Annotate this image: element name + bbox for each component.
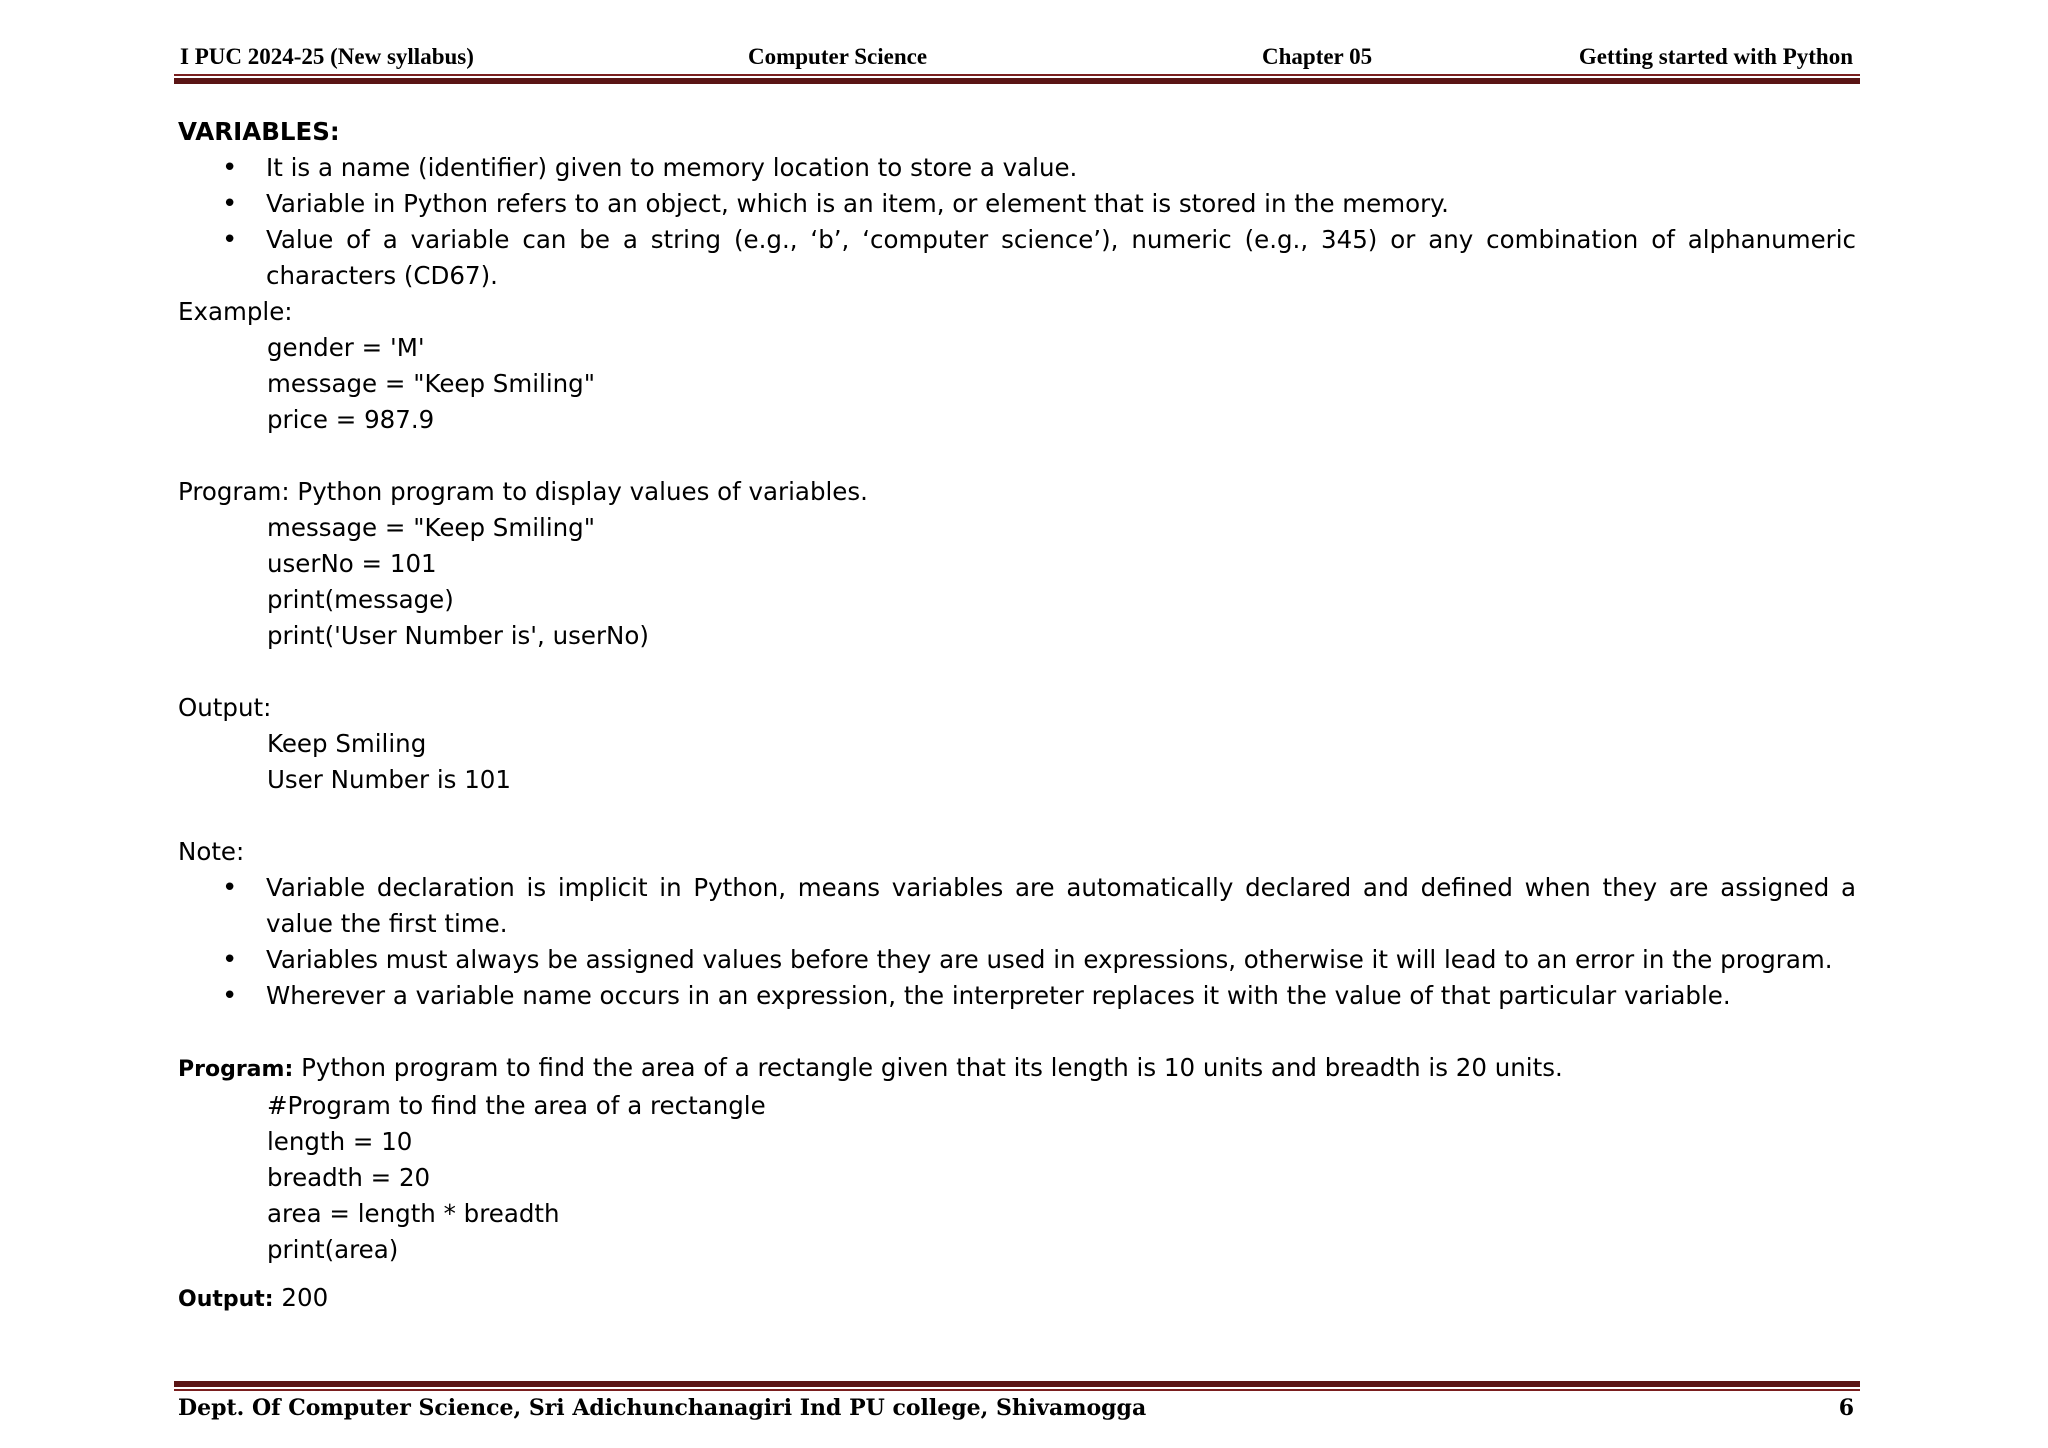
- note-label: Note:: [178, 837, 245, 866]
- program2-output-value: 200: [281, 1283, 329, 1312]
- page-content: [178, 114, 1856, 1318]
- page-number: 6: [1838, 1395, 1854, 1421]
- header-topic: Getting started with Python: [1578, 44, 1853, 69]
- program1-output-line: User Number is 101: [267, 765, 511, 794]
- program1-code-line: print('User Number is', userNo): [267, 621, 649, 650]
- program1-code-line: message = "Keep Smiling": [267, 513, 595, 542]
- example-label: Example:: [178, 297, 293, 326]
- footer-rule-thin: [174, 1389, 1860, 1391]
- program1-code-line: userNo = 101: [267, 549, 437, 578]
- program2-code-line: print(area): [267, 1235, 399, 1264]
- note-bullet-list: [178, 870, 1856, 1014]
- program2-code-line: #Program to find the area of a rectangle: [267, 1091, 766, 1120]
- example-code-line: price = 987.9: [267, 405, 435, 434]
- header-course: I PUC 2024-25 (New syllabus): [180, 44, 474, 69]
- program2-code-line: area = length * breadth: [267, 1199, 560, 1228]
- program1-output-line: Keep Smiling: [267, 729, 427, 758]
- variables-heading: VARIABLES:: [178, 117, 340, 146]
- program1-code-line: print(message): [267, 585, 454, 614]
- program2-label: Program:: [178, 1057, 294, 1082]
- program2-title: [178, 1050, 1856, 1088]
- list-item: • Variables must always be assigned values before they are used in expressions, otherwise it will lead to an error in the program.: [178, 942, 1856, 978]
- list-item: • Wherever a variable name occurs in an expression, the interpreter replaces it with the value of that particular variable.: [178, 978, 1856, 1014]
- program1-output-label: Output:: [178, 693, 272, 722]
- program2-output-label: Output:: [178, 1287, 274, 1312]
- variables-bullet-list: [178, 150, 1856, 294]
- footer-rule-thick: [174, 1381, 1860, 1387]
- program2-code-line: length = 10: [267, 1127, 413, 1156]
- footer-department: Dept. Of Computer Science, Sri Adichunchanagiri Ind PU college, Shivamogga: [178, 1395, 1147, 1421]
- list-item: • Value of a variable can be a string (e.g., ‘b’, ‘computer science’), numeric (e.g., 345) or any combination of alphanumeric characters (CD67).: [178, 222, 1856, 294]
- program2-code-line: breadth = 20: [267, 1163, 431, 1192]
- example-code-line: gender = 'M': [267, 333, 425, 362]
- header-chapter: Chapter 05: [1262, 44, 1373, 69]
- example-code-line: message = "Keep Smiling": [267, 369, 595, 398]
- list-item: • It is a name (identifier) given to memory location to store a value.: [178, 150, 1856, 186]
- header-subject: Computer Science: [748, 44, 928, 69]
- header-rule-thick: [174, 78, 1860, 84]
- program2-output: [178, 1280, 1856, 1318]
- program2-description: Python program to find the area of a rectangle given that its length is 10 units and breadth is 20 units.: [301, 1053, 1563, 1082]
- header-rule-thin: [174, 74, 1860, 76]
- list-item: • Variable declaration is implicit in Python, means variables are automatically declared and defined when they are assigned a value the first time.: [178, 870, 1856, 942]
- program1-title: Program: Python program to display values of variables.: [178, 477, 868, 506]
- list-item: • Variable in Python refers to an object, which is an item, or element that is stored in the memory.: [178, 186, 1856, 222]
